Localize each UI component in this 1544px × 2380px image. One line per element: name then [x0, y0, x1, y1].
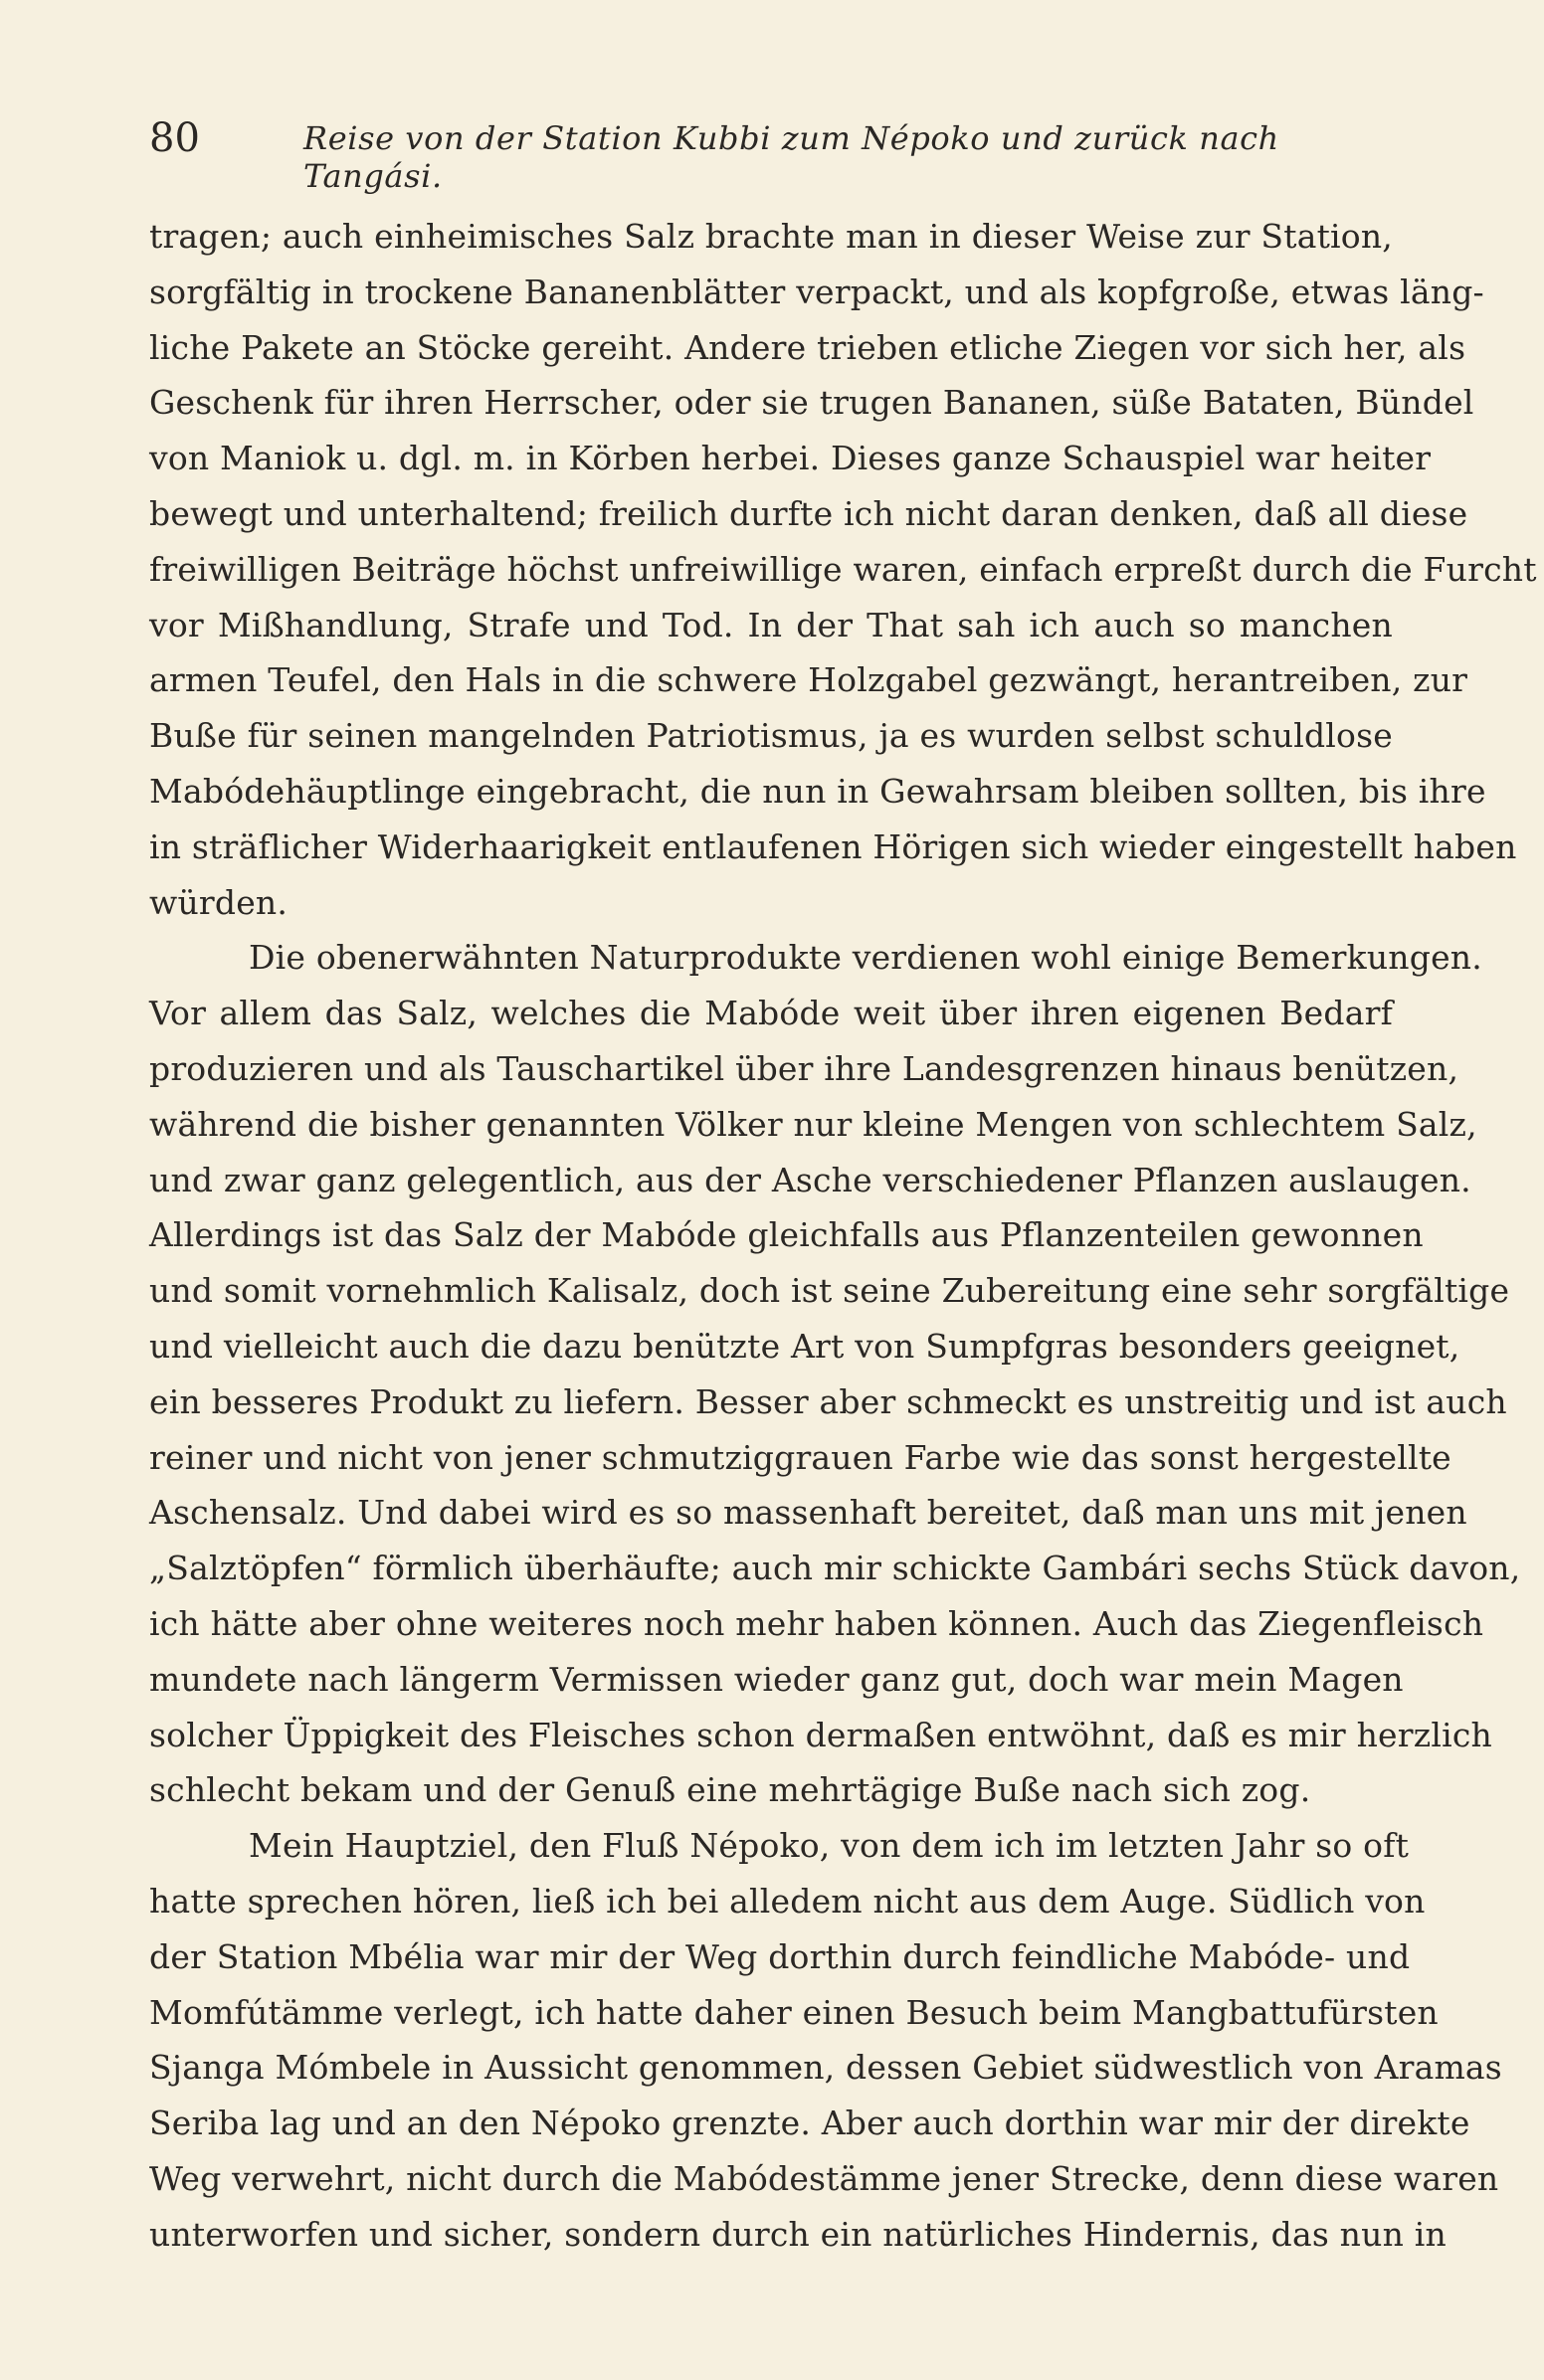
text-line: schlecht bekam und der Genuß eine mehrtägige Buße nach sich zog. [149, 1770, 1311, 1810]
body-text [149, 209, 1537, 2262]
text-line: Vor allem das Salz, welches die Mabóde weit über ihren eigenen Bedarf [149, 994, 1393, 1033]
text-line: ein besseres Produkt zu liefern. Besser aber schmeckt es unstreitig und ist auch [149, 1381, 1507, 1421]
text-line: von Maniok u. dgl. m. in Körben herbei. Dieses ganze Schauspiel war heiter [149, 439, 1432, 478]
text-line: Seriba lag und an den Népoko grenzte. Aber auch dorthin war mir der direkte [149, 2104, 1470, 2143]
text-line: Die obenerwähnten Naturprodukte verdienen wohl einige Bemerkungen. [249, 938, 1482, 978]
text-line: der Station Mbélia war mir der Weg dorthin durch feindliche Mabóde- und [149, 1936, 1411, 1976]
page-header [149, 111, 1393, 195]
text-line: reiner und nicht von jener schmutziggrauen Farbe wie das sonst hergestellte [149, 1437, 1451, 1477]
text-line: produzieren und als Tauschartikel über ihre Landesgrenzen hinaus benützen, [149, 1048, 1459, 1088]
text-line: ich hätte aber ohne weiteres noch mehr haben können. Auch das Ziegenfleisch [149, 1603, 1484, 1643]
text-line: Sjanga Mómbele in Aussicht genommen, dessen Gebiet südwestlich von Aramas [149, 2048, 1502, 2088]
text-line: während die bisher genannten Völker nur kleine Mengen von schlechtem Salz, [149, 1104, 1477, 1144]
text-line: und vielleicht auch die dazu benützte Art von Sumpfgras besonders geeignet, [149, 1326, 1460, 1366]
text-line: Aschensalz. Und dabei wird es so massenhaft bereitet, daß man uns mit jenen [149, 1493, 1467, 1533]
text-line: und zwar ganz gelegentlich, aus der Asche verschiedener Pflanzen auslaugen. [149, 1160, 1471, 1199]
text-line: vor Mißhandlung, Strafe und Tod. In der That sah ich auch so manchen [149, 605, 1393, 644]
page-number: 80 [149, 115, 200, 161]
text-line: Allerdings ist das Salz der Mabóde gleichfalls aus Pflanzenteilen gewonnen [149, 1215, 1424, 1255]
text-line: in sträflicher Widerhaarigkeit entlaufenen Hörigen sich wieder eingestellt haben [149, 826, 1517, 866]
paragraph [149, 1818, 1502, 2262]
text-line: freiwilligen Beiträge höchst unfreiwillige waren, einfach erpreßt durch die Furcht [149, 549, 1537, 589]
text-line: Mein Hauptziel, den Fluß Népoko, von dem ich im letzten Jahr so oft [249, 1826, 1410, 1866]
text-line: solcher Üppigkeit des Fleisches schon dermaßen entwöhnt, daß es mir herzlich [149, 1715, 1492, 1754]
paragraph [149, 930, 1521, 1818]
text-line: Weg verwehrt, nicht durch die Mabódestämme jener Strecke, denn diese waren [149, 2158, 1499, 2198]
text-line: tragen; auch einheimisches Salz brachte man in dieser Weise zur Station, [149, 217, 1393, 256]
text-line: mundete nach längerm Vermissen wieder ganz gut, doch war mein Magen [149, 1659, 1404, 1699]
text-line: und somit vornehmlich Kalisalz, doch ist seine Zubereitung eine sehr sorgfältige [149, 1271, 1510, 1311]
running-head: Reise von der Station Kubbi zum Népoko und zurück nach Tangási. [303, 119, 1279, 195]
text-line: liche Pakete an Stöcke gereiht. Andere trieben etliche Ziegen vor sich her, als [149, 327, 1466, 367]
text-line: bewegt und unterhaltend; freilich durfte ich nicht daran denken, daß all diese [149, 493, 1468, 533]
text-line: unterworfen und sicher, sondern durch ein natürliches Hindernis, das nun in [149, 2214, 1447, 2254]
text-line: hatte sprechen hören, ließ ich bei alledem nicht aus dem Auge. Südlich von [149, 1881, 1426, 1921]
text-line: Geschenk für ihren Herrscher, oder sie trugen Bananen, süße Bataten, Bündel [149, 383, 1474, 423]
text-line: Buße für seinen mangelnden Patriotismus, ja es wurden selbst schuldlose [149, 716, 1393, 756]
text-line: sorgfältig in trockene Bananenblätter verpackt, und als kopfgroße, etwas läng- [149, 272, 1484, 311]
text-line: „Salztöpfen“ förmlich überhäufte; auch mir schickte Gambári sechs Stück davon, [149, 1549, 1521, 1588]
text-line: Momfútämme verlegt, ich hatte daher einen Besuch beim Mangbattufürsten [149, 1992, 1439, 2032]
text-line: Mabódehäuptlinge eingebracht, die nun in Gewahrsam bleiben sollten, bis ihre [149, 771, 1486, 811]
paragraph [149, 209, 1537, 930]
text-line: würden. [149, 882, 289, 922]
text-line: armen Teufel, den Hals in die schwere Holzgabel gezwängt, herantreiben, zur [149, 660, 1468, 700]
